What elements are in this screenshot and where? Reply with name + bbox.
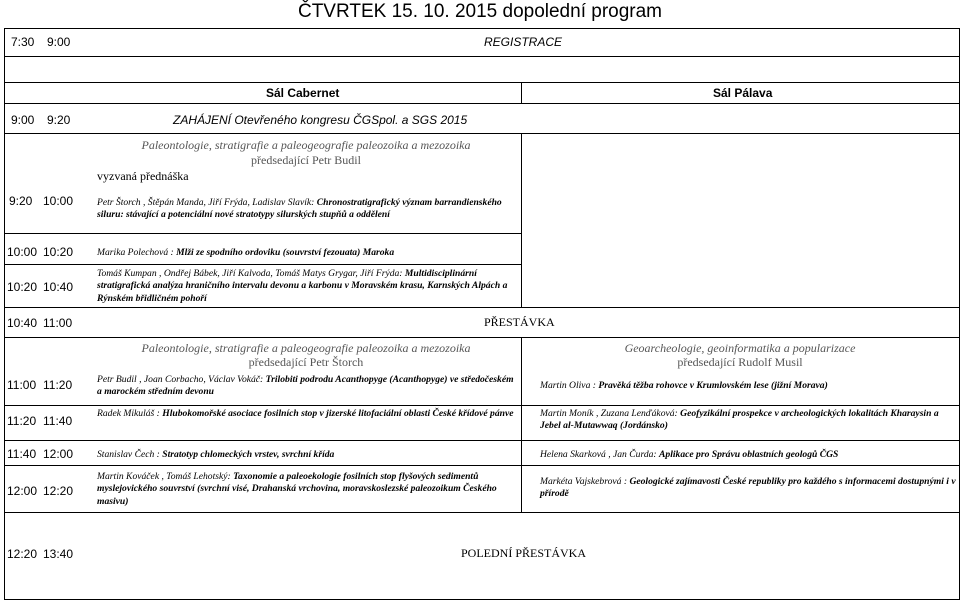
talk-1140: Stanislav Čech : Stratotyp chlomeckých vrstev, svrchní křída: [97, 449, 335, 460]
grid-line: [4, 28, 5, 599]
time-start: 7:30: [11, 35, 35, 49]
time-end: 10:40: [43, 280, 74, 294]
grid-line: [4, 405, 960, 406]
talk-1020: Tomáš Kumpan , Ondřej Bábek, Jiří Kalvoda, Tomáš Matys Grygar, Jiří Frýda: Multidisciplinární stratigrafická analýza hraničního intervalu devonu a karbonu v Moravském krasu, Karnských Alpách a Rýnském břidličném pohoří: [97, 268, 508, 304]
grid-line: [4, 28, 960, 29]
talk-1120: Radek Mikuláš : Hlubokomořské asociace fosilních stop v jizerské litofaciální oblasti České křídové pánve: [97, 408, 514, 419]
talk-1000: Marika Polechová : Mlži ze spodního ordoviku (souvrství fezouata) Maroka: [97, 247, 395, 258]
time-end: 11:00: [43, 316, 73, 330]
page-title: ČTVRTEK 15. 10. 2015 dopolední program: [297, 1, 663, 22]
break-label: PŘESTÁVKA: [484, 315, 555, 329]
talk-palava-1140: Helena Skarková , Jan Čurda: Aplikace pro Správu oblastních geologů ČGS: [540, 449, 839, 460]
time-start: 12:20: [7, 547, 38, 561]
time-end: 12:00: [43, 447, 74, 461]
invited-label: vyzvaná přednáška: [97, 169, 189, 183]
time-end: 9:00: [47, 35, 71, 49]
talk-0920: Petr Štorch , Štěpán Manda, Jiří Frýda, Ladislav Slavík: Chronostratigrafický význam barrandienského siluru: stávající a potenciální nové stratotypy silurských stupňů a oddělení: [97, 197, 502, 221]
grid-line: [4, 264, 521, 265]
section-chair: předsedající Petr Budil: [251, 153, 361, 167]
time-end: 12:20: [43, 484, 74, 498]
section-chair: předsedající Petr Štorch: [248, 355, 364, 369]
time-end: 13:40: [43, 547, 74, 561]
grid-line: [521, 337, 522, 512]
talk-1100: Petr Budil , Joan Corbacho, Václav Vokáč: Trilobiti podrodu Acanthopyge (Acanthopyge) ve středočeském a marockém středním devonu: [97, 374, 514, 398]
grid-line: [4, 233, 521, 234]
time-start: 9:20: [9, 194, 33, 208]
time-start: 11:00: [7, 378, 37, 392]
time-start: 11:20: [7, 414, 37, 428]
section-title: Geoarcheologie, geoinformatika a popularizace: [624, 341, 856, 355]
grid-line: [521, 82, 522, 103]
grid-line: [4, 82, 960, 83]
talk-palava-1200: Markéta Vajskebrová : Geologické zajímavosti České republiky pro každého s informacemi dostupnými i v přírodě: [540, 476, 956, 500]
opening-label: ZAHÁJENÍ Otevřeného kongresu ČGSpol. a SGS 2015: [173, 113, 468, 127]
grid-line: [4, 133, 960, 134]
grid-line: [4, 512, 960, 513]
grid-line: [4, 307, 960, 308]
grid-line: [4, 337, 960, 338]
talk-1200: Martin Kováček , Tomáš Lehotský: Taxonomie a paleoekologie fosilních stop flyšových sedimentů myslejovického souvrství (svrchní visé, Drahanská vrchovina, moravskoslezské paleozoikum Českého masivu): [97, 471, 497, 507]
grid-line: [4, 599, 960, 600]
grid-line: [521, 133, 522, 307]
time-end: 10:00: [43, 194, 74, 208]
time-start: 10:20: [7, 280, 38, 294]
grid-line: [4, 56, 960, 57]
talk-palava-1100: Martin Oliva : Pravěká těžba rohovce v Krumlovském lese (jižní Morava): [540, 380, 828, 391]
time-start: 9:00: [11, 113, 35, 127]
time-end: 10:20: [43, 245, 74, 259]
section-title: Paleontologie, stratigrafie a paleogeografie paleozoika a mezozoika: [141, 341, 471, 355]
hall-cabernet: Sál Cabernet: [266, 86, 340, 100]
time-end: 9:20: [47, 113, 71, 127]
time-start: 10:40: [7, 316, 38, 330]
grid-line: [4, 103, 960, 104]
registration-label: REGISTRACE: [484, 35, 563, 49]
section-title: Paleontologie, stratigrafie a paleogeografie paleozoika a mezozoika: [141, 138, 471, 152]
time-start: 12:00: [7, 484, 38, 498]
grid-line: [4, 440, 960, 441]
hall-palava: Sál Pálava: [713, 86, 773, 100]
lunch-label: POLEDNÍ PŘESTÁVKA: [461, 546, 587, 560]
section-chair: předsedající Rudolf Musil: [677, 355, 803, 369]
grid-line: [4, 465, 960, 466]
time-start: 11:40: [7, 447, 37, 461]
time-end: 11:40: [43, 414, 73, 428]
talk-palava-1120: Martin Moník , Zuzana Lenďáková: Geofyzikální prospekce v archeologických lokalitách Kharaysin a Jebel al-Mutawwaq (Jordánsko): [540, 408, 939, 432]
time-start: 10:00: [7, 245, 38, 259]
time-end: 11:20: [43, 378, 73, 392]
